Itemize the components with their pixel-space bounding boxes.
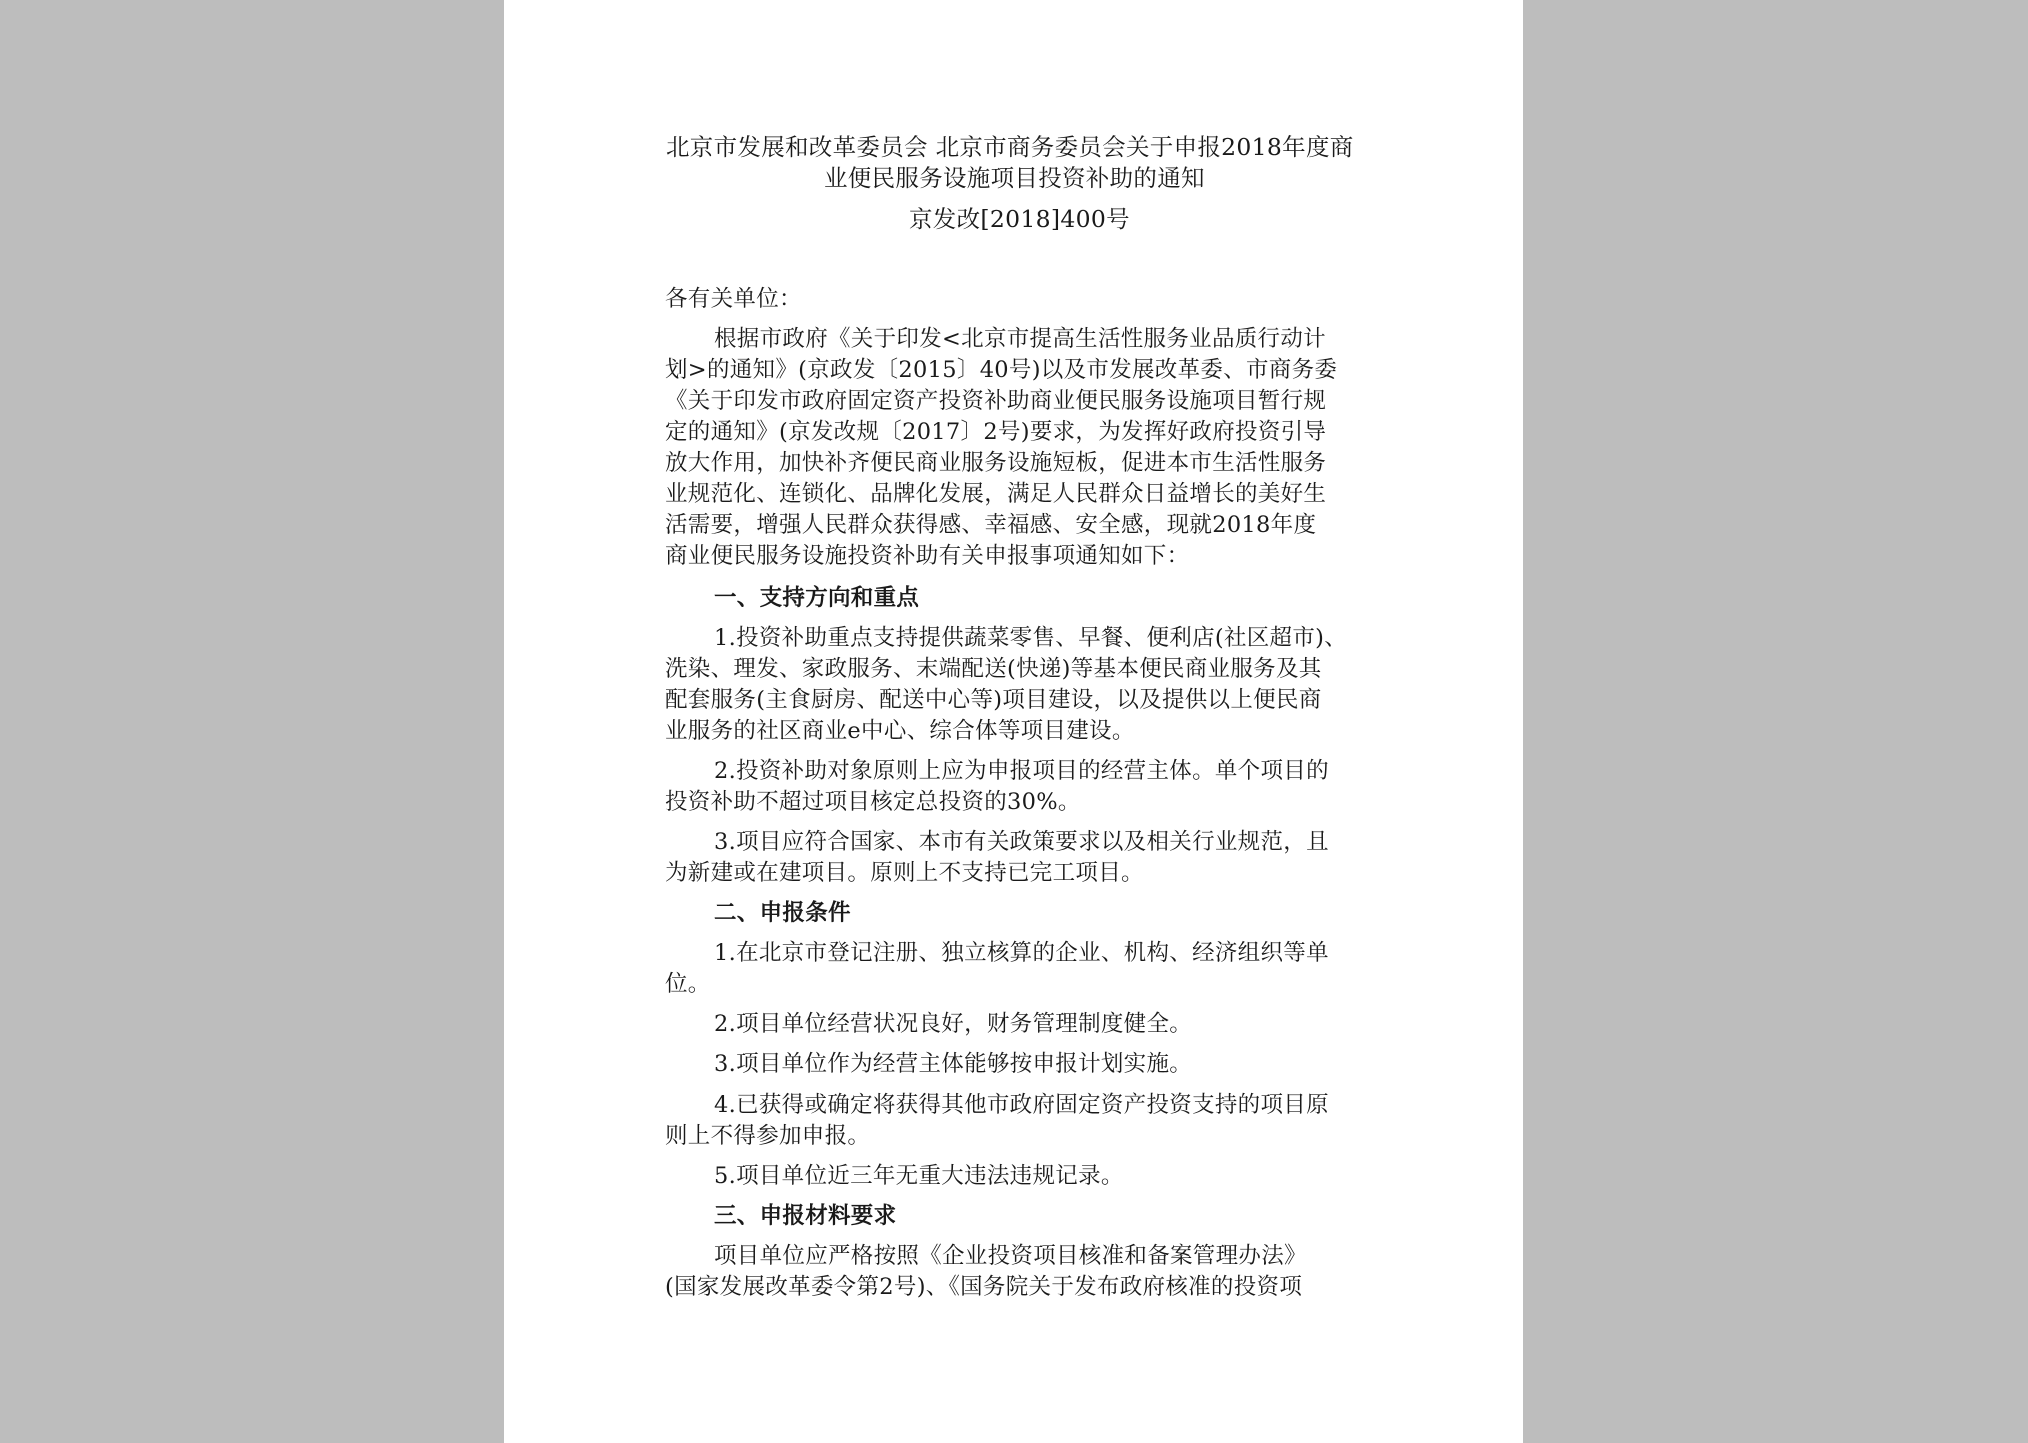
- paragraph-line: 配套服务(主食厨房、配送中心等)项目建设，以及提供以上便民商: [665, 687, 1322, 713]
- intro-line: 《关于印发市政府固定资产投资补助商业便民服务设施项目暂行规: [665, 388, 1327, 414]
- section-2-item-3: 3.项目单位作为经营主体能够按申报计划实施。: [714, 1051, 1193, 1077]
- paragraph-line: 投资补助不超过项目核定总投资的30%。: [665, 789, 1081, 815]
- document-number: 京发改[2018]400号: [909, 205, 1130, 233]
- intro-line: 放大作用，加快补齐便民商业服务设施短板，促进本市生活性服务: [665, 450, 1327, 476]
- paragraph-line: 1.在北京市登记注册、独立核算的企业、机构、经济组织等单: [714, 940, 1329, 966]
- paragraph-line: 洗染、理发、家政服务、末端配送(快递)等基本便民商业服务及其: [665, 656, 1322, 682]
- section-3-heading: 三、申报材料要求: [714, 1203, 897, 1229]
- section-2-item-5: 5.项目单位近三年无重大违法违规记录。: [714, 1163, 1124, 1189]
- paragraph-line: 则上不得参加申报。: [665, 1123, 871, 1149]
- paragraph-line: 业服务的社区商业e中心、综合体等项目建设。: [665, 718, 1135, 744]
- paragraph-line: 1.投资补助重点支持提供蔬菜零售、早餐、便利店(社区超市)、: [714, 625, 1348, 651]
- paragraph-line: 4.已获得或确定将获得其他市政府固定资产投资支持的项目原: [714, 1092, 1329, 1118]
- intro-line: 定的通知》(京发改规〔2017〕2号)要求，为发挥好政府投资引导: [665, 419, 1327, 445]
- section-2-item-2: 2.项目单位经营状况良好，财务管理制度健全。: [714, 1011, 1193, 1037]
- intro-line: 业规范化、连锁化、品牌化发展，满足人民群众日益增长的美好生: [665, 481, 1327, 507]
- intro-line: 活需要，增强人民群众获得感、幸福感、安全感，现就2018年度: [665, 512, 1317, 538]
- document-page: [504, 0, 1523, 1443]
- paragraph-line: 3.项目应符合国家、本市有关政策要求以及相关行业规范，且: [714, 829, 1329, 855]
- paragraph-line: 2.投资补助对象原则上应为申报项目的经营主体。单个项目的: [714, 758, 1329, 784]
- section-1-heading: 一、支持方向和重点: [714, 585, 920, 611]
- intro-line: 根据市政府《关于印发<北京市提高生活性服务业品质行动计: [714, 326, 1326, 352]
- intro-line: 划>的通知》(京政发〔2015〕40号)以及市发展改革委、市商务委: [665, 357, 1338, 383]
- paragraph-line: 位。: [665, 971, 711, 997]
- paragraph-line: 项目单位应严格按照《企业投资项目核准和备案管理办法》: [714, 1243, 1307, 1269]
- paragraph-line: (国家发展改革委令第2号)、《国务院关于发布政府核准的投资项: [665, 1274, 1303, 1300]
- intro-line: 商业便民服务设施投资补助有关申报事项通知如下：: [665, 543, 1190, 569]
- salutation: 各有关单位：: [665, 286, 802, 312]
- section-2-heading: 二、申报条件: [714, 900, 851, 926]
- paragraph-line: 为新建或在建项目。原则上不支持已完工项目。: [665, 860, 1144, 886]
- document-title-line-2: 业便民服务设施项目投资补助的通知: [824, 164, 1205, 192]
- document-title-line-1: 北京市发展和改革委员会 北京市商务委员会关于申报2018年度商: [666, 133, 1354, 161]
